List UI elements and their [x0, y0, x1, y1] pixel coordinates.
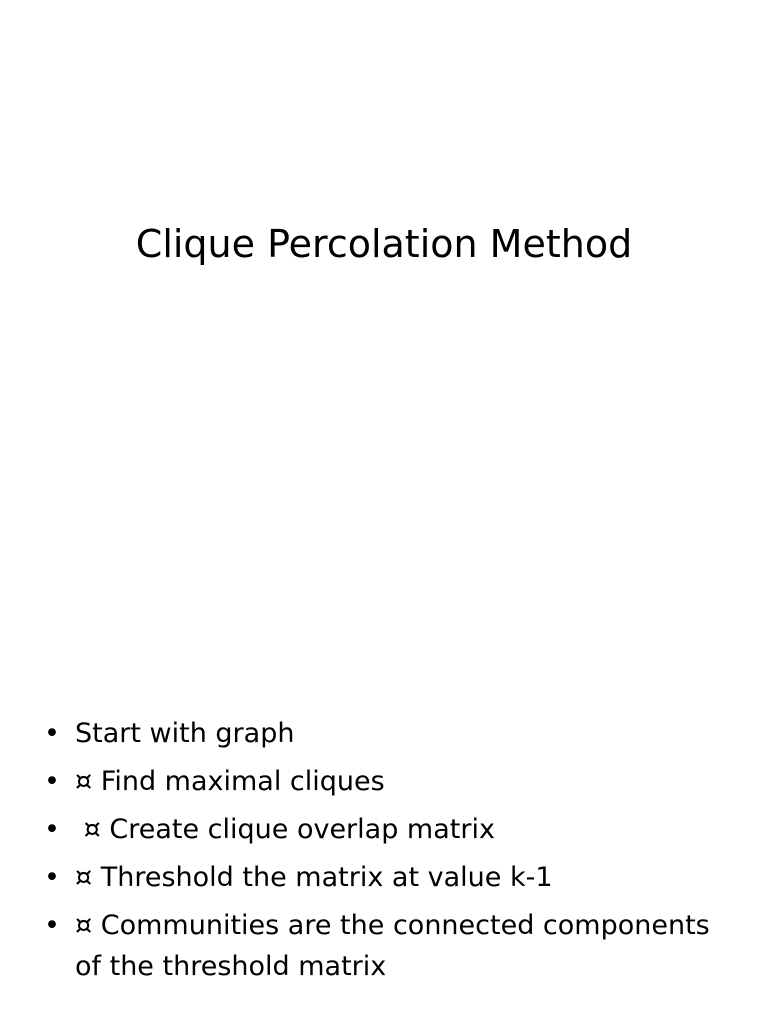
bullet-dot-icon: • [44, 718, 60, 749]
bullet-dot-icon: • [44, 862, 60, 893]
bullet-text: ¤ Communities are the connected components of the threshold matrix [75, 910, 719, 982]
bullet-dot-icon: • [44, 910, 60, 941]
bullet-item-overlap-matrix [44, 809, 724, 850]
bullet-text: ¤ Create clique overlap matrix [75, 814, 495, 845]
bullet-dot-icon: • [44, 814, 60, 845]
slide-title: Clique Percolation Method [135, 222, 633, 266]
bullet-item-start-graph [44, 713, 724, 754]
bullet-item-communities [44, 905, 724, 987]
bullet-text: ¤ Find maximal cliques [75, 766, 385, 797]
bullet-dot-icon: • [44, 766, 60, 797]
bullet-list [44, 713, 724, 987]
bullet-item-threshold [44, 857, 724, 898]
bullet-text: ¤ Threshold the matrix at value k-1 [75, 862, 553, 893]
bullet-text: Start with graph [75, 718, 295, 749]
bullet-item-find-cliques [44, 761, 724, 802]
